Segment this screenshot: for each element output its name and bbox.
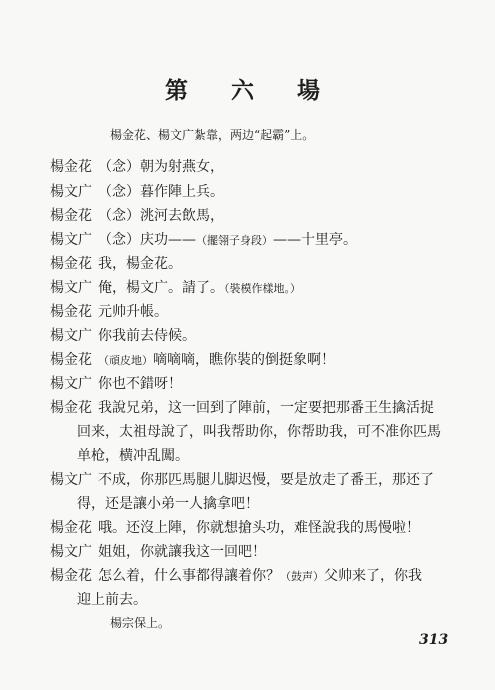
line-text: 元帅升帳。 — [98, 304, 168, 320]
stage-direction: （頑皮地） — [98, 354, 153, 367]
line-text: 俺，楊文广。請了。 — [98, 280, 224, 296]
line-text: 我，楊金花。 — [98, 256, 182, 272]
line-text: 单枪，横冲乱闖。 — [77, 448, 189, 464]
dialogue-line — [50, 181, 224, 201]
line-text: 回来，太祖母說了，叫我帮助你，你帮助我，可不准你匹馬 — [77, 424, 441, 440]
dialogue-line — [50, 565, 422, 585]
line-text: 哦。还沒上陣，你就想搶头功，难怪說我的馬慢啦！ — [98, 520, 420, 536]
dialogue-line — [50, 541, 266, 561]
speaker-name: 楊金花 — [50, 352, 92, 368]
speaker-name: 楊金花 — [50, 400, 92, 416]
stage-direction-close: 楊宗保上。 — [110, 616, 171, 630]
line-text: 得，还是讓小弟一人擒拿吧！ — [77, 496, 259, 512]
line-text-after: 父帅来了，你我 — [324, 568, 422, 584]
scene-title: 第 六 場 — [165, 77, 330, 104]
dialogue-line — [50, 517, 420, 537]
line-text: 姐姐，你就讓我这一回吧！ — [98, 544, 266, 560]
speaker-name: 楊文广 — [50, 280, 92, 296]
page-number: 313 — [419, 632, 449, 648]
speaker-name: 楊金花 — [50, 159, 92, 175]
dialogue-line — [50, 277, 301, 297]
dialogue-line — [50, 229, 357, 249]
speaker-name: 楊文广 — [50, 328, 92, 344]
stage-direction: （鼓声） — [280, 570, 324, 583]
line-text: （念）朝为射燕女， — [98, 159, 224, 175]
dialogue-line — [50, 349, 335, 369]
speaker-name: 楊金花 — [50, 568, 92, 584]
line-text: 怎么着，什么事都得讓着你？ — [98, 568, 280, 584]
stage-direction-open: 楊金花、楊文广紮靠，两边“起霸”上。 — [110, 128, 315, 142]
dialogue-continuation — [77, 445, 189, 465]
dialogue-continuation — [77, 421, 441, 441]
speaker-name: 楊金花 — [50, 256, 92, 272]
line-text: （念）庆功—— — [98, 232, 196, 248]
dialogue-line — [50, 325, 196, 345]
stage-direction: （裝模作樣地。） — [224, 282, 301, 295]
dialogue-line — [50, 397, 434, 417]
dialogue-line — [50, 253, 182, 273]
speaker-name: 楊文广 — [50, 184, 92, 200]
line-text: 你也不錯呀！ — [98, 376, 182, 392]
line-text-after: 嘀嘀嘀，瞧你裝的倒挺象啊！ — [153, 352, 335, 368]
speaker-name: 楊金花 — [50, 304, 92, 320]
dialogue-line — [50, 156, 224, 176]
line-text: 我說兄弟，这一回到了陣前，一定要把那番王生擒活捉 — [98, 400, 434, 416]
line-text-after: ——十里亭。 — [273, 232, 357, 248]
line-text: （念）暮作陣上兵。 — [98, 184, 224, 200]
line-text: 迎上前去。 — [77, 592, 147, 608]
line-text: 不成，你那匹馬腿儿脚迟慢，要是放走了番王，那还了 — [98, 472, 434, 488]
line-text: （念）洮河去飲馬， — [98, 208, 224, 224]
speaker-name: 楊文广 — [50, 232, 92, 248]
speaker-name: 楊金花 — [50, 208, 92, 224]
dialogue-line — [50, 205, 224, 225]
dialogue-line — [50, 469, 434, 489]
speaker-name: 楊文广 — [50, 544, 92, 560]
speaker-name: 楊文广 — [50, 376, 92, 392]
dialogue-line — [50, 373, 182, 393]
speaker-name: 楊文广 — [50, 472, 92, 488]
dialogue-line — [50, 301, 168, 321]
stage-direction: （擺翎子身段） — [196, 234, 273, 247]
dialogue-continuation — [77, 493, 259, 513]
line-text: 你我前去侍候。 — [98, 328, 196, 344]
dialogue-continuation — [77, 589, 147, 609]
speaker-name: 楊金花 — [50, 520, 92, 536]
